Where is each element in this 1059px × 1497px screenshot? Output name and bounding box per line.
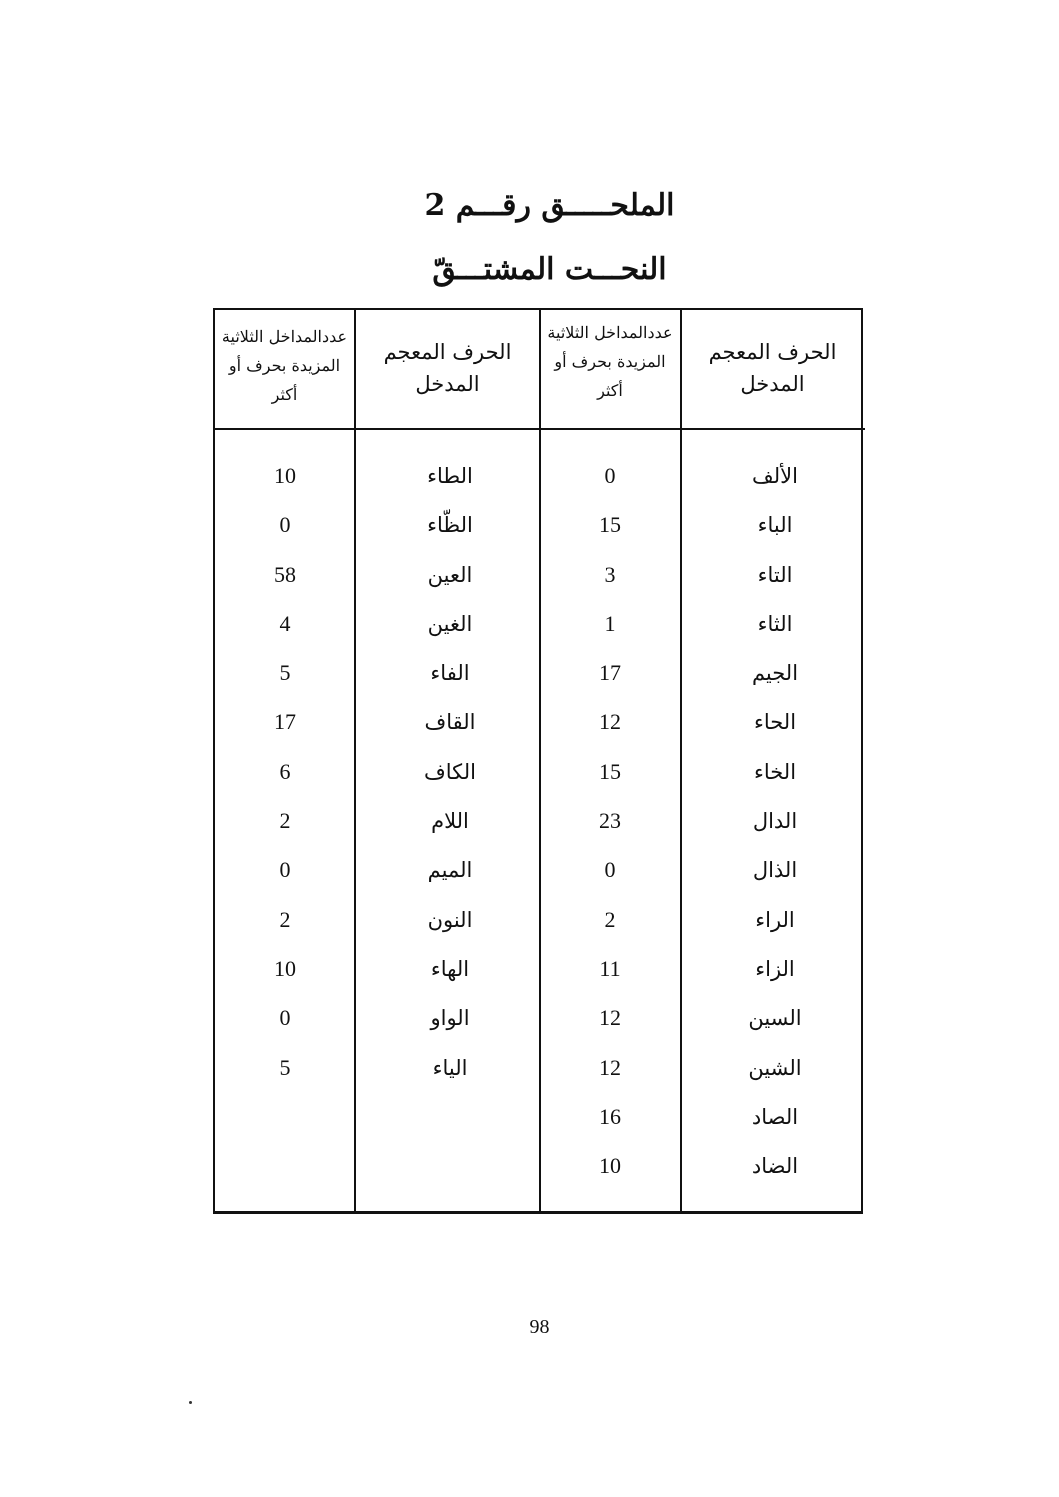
table-cell-letter: الطاء <box>427 464 473 488</box>
table-cell-letter: الظّاء <box>427 513 473 538</box>
page-number: 98 <box>529 1316 550 1338</box>
column-right-counts <box>550 460 670 1199</box>
table-cell-count: 0 <box>279 1005 291 1031</box>
column-divider <box>354 310 356 1211</box>
table-cell-count: 10 <box>274 463 296 488</box>
table-cell-count: 0 <box>279 512 291 538</box>
table-cell-letter: الميم <box>427 858 473 883</box>
table-cell-count: 2 <box>604 906 616 932</box>
table-cell-letter: الذال <box>752 858 798 883</box>
table-cell-count: 11 <box>599 955 621 981</box>
header-letter-right: الحرف المعجم المدخل <box>708 340 837 396</box>
table-cell-letter: النون <box>427 907 473 932</box>
table-cell-count: 10 <box>274 955 296 981</box>
table-cell-count: 10 <box>599 1153 621 1179</box>
table-cell-count: 0 <box>279 857 291 883</box>
table-cell-letter: الراء <box>755 907 795 932</box>
table-cell-count: 17 <box>599 660 621 686</box>
scan-speck <box>189 1401 192 1404</box>
table-cell-letter: الشين <box>748 1055 802 1080</box>
table-cell-count: 6 <box>279 758 291 784</box>
table-cell-count: 5 <box>279 660 291 686</box>
table-cell-letter: القاف <box>424 710 476 735</box>
table-cell-letter: التاء <box>757 562 793 587</box>
table-cell-count: 16 <box>599 1103 621 1129</box>
page-subtitle: النحـــت المشتـــقّ <box>432 252 667 287</box>
table-cell-count: 12 <box>599 1005 621 1031</box>
table-cell-count: 1 <box>604 610 616 636</box>
table-cell-letter: الفاء <box>430 661 470 686</box>
table-cell-count: 3 <box>604 561 616 587</box>
table-cell-count: 4 <box>279 610 291 636</box>
table-cell-letter: الزاء <box>755 956 795 981</box>
table-cell-count: 2 <box>279 906 291 932</box>
table-cell-count: 17 <box>274 709 296 735</box>
header-letter-left: الحرف المعجم المدخل <box>383 340 512 396</box>
header-count-right: عددالمداخل الثلاثية المزيدة بحرف أو أكثر <box>547 323 673 400</box>
table-cell-count: 2 <box>279 808 291 834</box>
column-divider <box>539 310 541 1211</box>
table-cell-letter: الألف <box>752 464 798 488</box>
table-cell-count: 0 <box>604 857 616 883</box>
table-cell-letter: الكاف <box>424 759 476 784</box>
table-cell-count: 15 <box>599 758 621 784</box>
table-cell-count: 0 <box>604 463 616 488</box>
table-cell-letter: العين <box>427 562 473 587</box>
table-cell-letter: الجيم <box>751 661 799 686</box>
table-cell-letter: الياء <box>432 1055 468 1080</box>
page-title: الملحـــــق رقـــم 2 <box>424 188 675 223</box>
table-cell-letter: الغين <box>427 611 473 636</box>
table-cell-count: 12 <box>599 1054 621 1080</box>
column-right-letters <box>695 460 855 1199</box>
table-cell-letter: الصاد <box>751 1104 799 1129</box>
table-cell-letter: الواو <box>430 1006 470 1031</box>
table-cell-letter: اللام <box>431 809 469 834</box>
table-cell-letter: الحاء <box>753 710 797 735</box>
table-cell-count: 15 <box>599 512 621 538</box>
column-left-letters <box>370 460 530 1101</box>
table-cell-letter: السين <box>748 1006 802 1031</box>
table-cell-count: 23 <box>599 808 621 834</box>
header-count-left: عددالمداخل الثلاثية المزيدة بحرف أو أكثر <box>221 327 348 404</box>
table-cell-letter: الضاد <box>751 1154 799 1179</box>
column-divider <box>680 310 682 1211</box>
column-left-counts <box>225 460 345 1101</box>
table-cell-letter: الباء <box>757 513 793 538</box>
table-cell-letter: الدال <box>752 809 798 834</box>
data-table <box>213 308 863 1214</box>
table-cell-count: 58 <box>274 561 296 587</box>
table-cell-letter: الثاء <box>757 611 793 636</box>
table-cell-letter: الخاء <box>753 759 797 784</box>
table-cell-letter: الهاء <box>430 956 470 981</box>
header-divider <box>215 428 865 430</box>
table-cell-count: 5 <box>279 1054 291 1080</box>
table-cell-count: 12 <box>599 709 621 735</box>
